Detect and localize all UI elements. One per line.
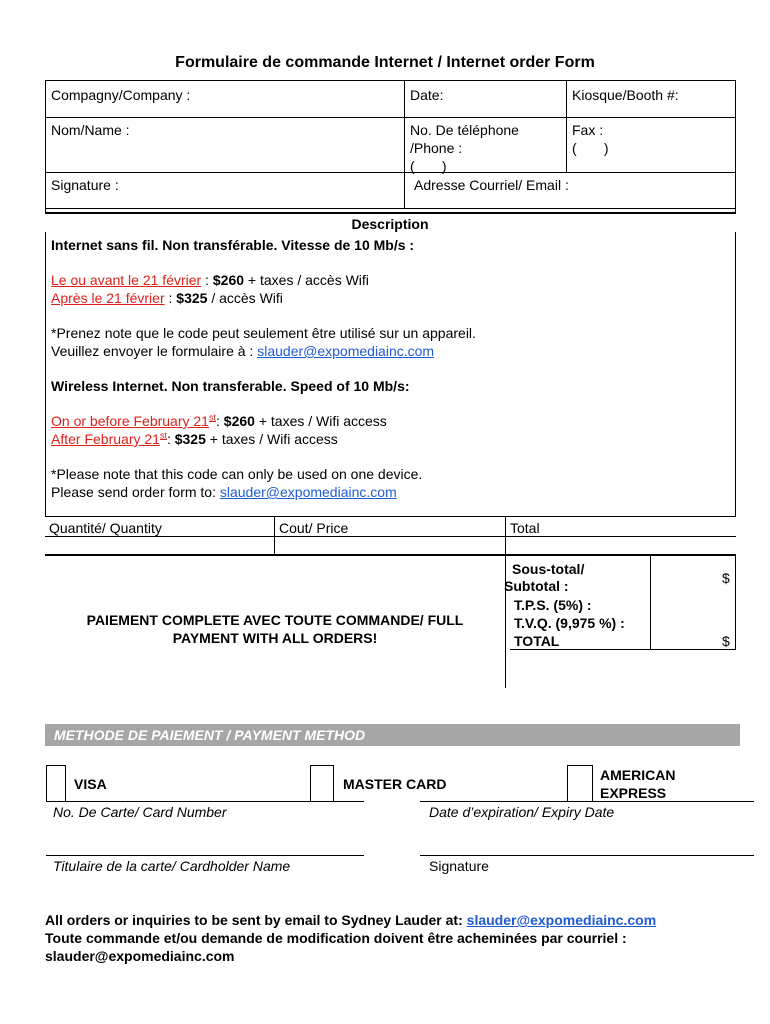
tps-label: T.P.S. (5%) : bbox=[514, 597, 592, 613]
card-signature-label: Signature bbox=[429, 858, 489, 874]
footer-email-link[interactable]: slauder@expomediainc.com bbox=[466, 912, 657, 928]
mastercard-checkbox[interactable] bbox=[310, 765, 334, 802]
signature-field-label: Signature : bbox=[51, 177, 119, 193]
name-field-label: Nom/Name : bbox=[51, 122, 130, 138]
total-label: TOTAL bbox=[514, 633, 560, 649]
fax-field-label: Fax : ( ) bbox=[572, 122, 609, 156]
fr-late-price-line: Après le 21 février : $325 / accès Wifi bbox=[51, 290, 283, 306]
visa-checkbox[interactable] bbox=[46, 765, 66, 802]
description-body bbox=[51, 236, 741, 501]
en-note: *Please note that this code can only be used on one device. bbox=[51, 466, 423, 482]
cardholder-label: Titulaire de la carte/ Cardholder Name bbox=[53, 858, 291, 874]
phone-field-label: No. De téléphone /Phone : ( ) bbox=[410, 122, 519, 174]
quantity-input[interactable] bbox=[46, 537, 274, 554]
quantity-column-label: Quantité/ Quantity bbox=[49, 520, 162, 536]
payment-method-header: METHODE DE PAIEMENT / PAYMENT METHOD bbox=[45, 724, 740, 746]
tvq-label: T.V.Q. (9,975 %) : bbox=[514, 615, 625, 631]
price-column-label: Cout/ Price bbox=[279, 520, 349, 536]
payment-note: PAIEMENT COMPLETE AVEC TOUTE COMMANDE/ FULL PAYMENT WITH ALL ORDERS! bbox=[86, 612, 464, 646]
subtotal-label: Sous-total/ bbox=[512, 561, 585, 577]
total-column-label: Total bbox=[510, 520, 540, 536]
email-link[interactable]: slauder@expomediainc.com bbox=[219, 484, 397, 500]
page-title: Formulaire de commande Internet / Internet order Form bbox=[175, 54, 595, 71]
en-late-price-line: After February 21st: $325 + taxes / Wifi access bbox=[51, 430, 338, 447]
price-input[interactable] bbox=[275, 537, 505, 554]
fr-send-line: Veuillez envoyer le formulaire à : slauder@expomediainc.com bbox=[51, 343, 435, 359]
fr-note: *Prenez note que le code peut seulement être utilisé sur un appareil. bbox=[51, 325, 476, 341]
card-number-label: No. De Carte/ Card Number bbox=[53, 804, 227, 820]
en-heading: Wireless Internet. Non transferable. Speed of 10 Mb/s: bbox=[51, 378, 410, 394]
en-send-line: Please send order form to: slauder@expomediainc.com bbox=[51, 484, 397, 500]
date-field-label: Date: bbox=[410, 87, 444, 103]
en-early-price-line: On or before February 21st: $260 + taxes / Wifi access bbox=[51, 412, 387, 429]
description-header: Description bbox=[351, 216, 429, 232]
visa-label: VISA bbox=[74, 776, 107, 792]
amex-checkbox[interactable] bbox=[567, 765, 593, 802]
expiry-label: Date d’expiration/ Expiry Date bbox=[429, 804, 615, 820]
email-link[interactable]: slauder@expomediainc.com bbox=[257, 343, 435, 359]
company-field-label: Compagny/Company : bbox=[51, 87, 191, 103]
total-input[interactable] bbox=[506, 537, 735, 554]
total-currency: $ bbox=[722, 633, 730, 649]
fr-heading: Internet sans fil. Non transférable. Vitesse de 10 Mb/s : bbox=[51, 237, 415, 253]
mastercard-label: MASTER CARD bbox=[343, 776, 447, 792]
footer-contact: All orders or inquiries to be sent by email to Sydney Lauder at: slauder@expomediainc.com Toute commande et/ou demande de modification doivent être acheminées par courriel : slauder@expomediainc.com bbox=[45, 912, 657, 964]
email-field-label: Adresse Courriel/ Email : bbox=[414, 177, 569, 193]
fr-early-price-line: Le ou avant le 21 février : $260 + taxes / accès Wifi bbox=[51, 272, 369, 288]
subtotal-currency: $ bbox=[722, 570, 730, 586]
booth-field-label: Kiosque/Booth #: bbox=[572, 87, 679, 103]
subtotal-label-en: Subtotal : bbox=[504, 578, 569, 594]
amex-label: AMERICAN EXPRESS bbox=[600, 767, 676, 801]
